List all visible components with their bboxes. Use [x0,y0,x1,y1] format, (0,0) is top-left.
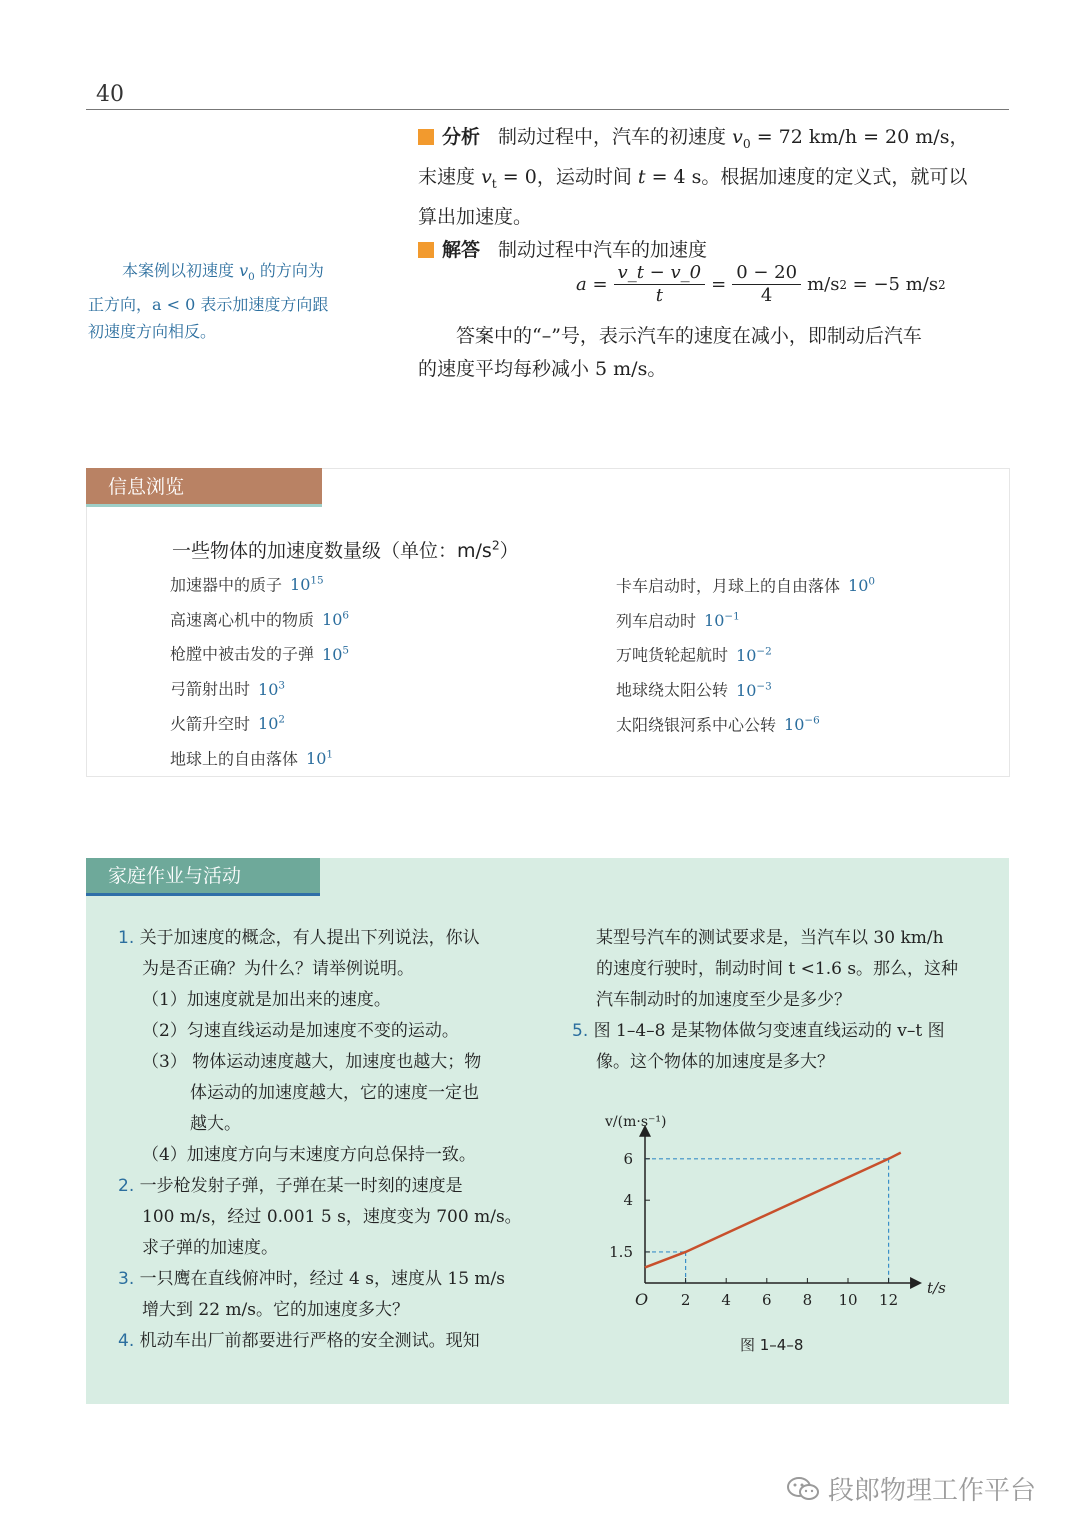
acceleration-formula: a = $\frac{v\_t - v\_0}{t}$ = $\frac{0 - 20}{4}$ m/s 2 = −5 m/s 2 [576,262,946,306]
formula-fraction-numeric: $\frac{0 - 20}{4}$ [732,262,801,307]
homework-left-column: 1. 关于加速度的概念，有人提出下列说法，你认 为是否正确？为什么？请举例说明。 （1）加速度就是加出来的速度。 （2）匀速直线运动是加速度不变的运动。 （3） 物体运动速度越大，加速度也越大；物 体运动的加速度越大，它的速度一定也 越大。 （4）加速度方向与末速度方向总保持一致。 2. 一步枪发射子弹，子弹在某一时刻的速度是 100 m/s，经过 0.001 5 s，速度变为 700 m/s。 求子弹的加速度。 3. 一只鹰在直线俯冲时，经过 4 s，速度从 15 m/s 增大到 22 m/s。它的加速度多大？ 4. 机动车出厂前都要进行严格的安全测试。现知 [118,923,538,1357]
question-4: 4. 机动车出厂前都要进行严格的安全测试。现知 [118,1331,480,1351]
question-5: 5. 图 1–4–8 是某物体做匀变速直线运动的 v–t 图 [572,1021,945,1041]
y-axis-label: v/(m·s⁻¹) [605,1113,667,1130]
orange-square-icon [418,242,434,258]
analysis-label: 分析 [442,126,481,148]
list-item: 火箭升空时 $10^2$ [170,713,285,734]
x-tick-label: 10 [838,1291,858,1309]
x-tick-label: 2 [680,1291,691,1309]
question-1: 1. 关于加速度的概念，有人提出下列说法，你认 [118,928,480,948]
solution-label: 解答 [442,238,481,261]
side-note: 本案例以初速度 $v_0$ 的方向为 正方向，a < 0 表示加速度方向跟 初速度方向相反。 [88,261,329,342]
question-3: 3. 一只鹰在直线俯冲时，经过 4 s，速度从 15 m/s [118,1269,505,1289]
vt-graph [590,1100,950,1325]
example-analysis [418,121,1018,267]
solution-line: 解答 制动过程中汽车的加速度 [418,234,1018,267]
example-answer: 答案中的“–”号，表示汽车的速度在减小，即制动后汽车 的速度平均每秒减小 5 m/s。 [418,325,922,380]
origin-label: O [635,1290,649,1309]
series-line [645,1153,901,1268]
list-item: 弓箭射出时 $10^3$ [170,679,285,699]
list-item: 太阳绕银河系中心公转 $10^{-6}$ [616,714,820,735]
list-item: 加速器中的质子 $10^{15}$ [170,575,324,595]
y-tick-label: 1.5 [609,1242,633,1261]
formula-fraction-symbolic: $\frac{v\_t - v\_0}{t}$ [614,262,706,307]
x-axis-label: t/s [927,1279,946,1297]
x-tick-label: 12 [879,1291,899,1309]
list-item: 地球上的自由落体 $10^1$ [170,748,333,768]
x-tick-label: 6 [762,1291,772,1309]
question-2: 2. 一步枪发射子弹，子弹在某一时刻的速度是 [118,1176,463,1196]
y-tick-label: 4 [623,1191,633,1210]
homework-tab-underline [86,893,320,896]
analysis-line-2: 末速度 $v_t = 0$，运动时间 t = 4 s。根据加速度的定义式，就可以 [418,165,968,191]
list-item: 卡车启动时，月球上的自由落体 $10^0$ [616,576,875,596]
list-item: 枪膛中被击发的子弹 $10^5$ [170,644,349,664]
acceleration-list-right [616,567,996,741]
info-title: 一些物体的加速度数量级（单位：$m/s^2$） [172,538,519,562]
page-number: 40 [96,82,124,107]
x-tick-label: 4 [721,1291,731,1309]
homework-right-column: 某型号汽车的测试要求是，当汽车以 30 km/h 的速度行驶时，制动时间 t <1.6 s。那么，这种 汽车制动时的加速度至少是多少？ 5. 图 1–4–8 是某物体做匀变速直线运动的 v–t 图 像。这个物体的加速度是多大？ [572,923,992,1078]
figure-caption: 图 1–4–8 [740,1336,804,1354]
wechat-icon [786,1475,820,1503]
orange-square-icon [418,129,434,145]
analysis-line-1: 分析 制动过程中，汽车的初速度 $v_0 = 72$ km/h = 20 m/s， [418,121,1018,161]
list-item: 万吨货轮起航时 $10^{-2}$ [616,645,772,665]
y-tick-label: 6 [623,1149,633,1168]
watermark: 段郎物理工作平台 [786,1470,1036,1507]
header-rule [86,109,1009,110]
analysis-line-3: 算出加速度。 [418,205,533,228]
homework-tab: 家庭作业与活动 [86,858,320,894]
list-item: 地球绕太阳公转 $10^{-3}$ [616,680,772,700]
list-item: 高速离心机中的物质 $10^6$ [170,609,349,630]
acceleration-list-left [170,566,590,774]
list-item: 列车启动时 $10^{-1}$ [616,610,740,631]
info-tab: 信息浏览 [86,468,322,506]
x-tick-label: 8 [802,1291,813,1309]
info-tab-underline [86,504,322,507]
